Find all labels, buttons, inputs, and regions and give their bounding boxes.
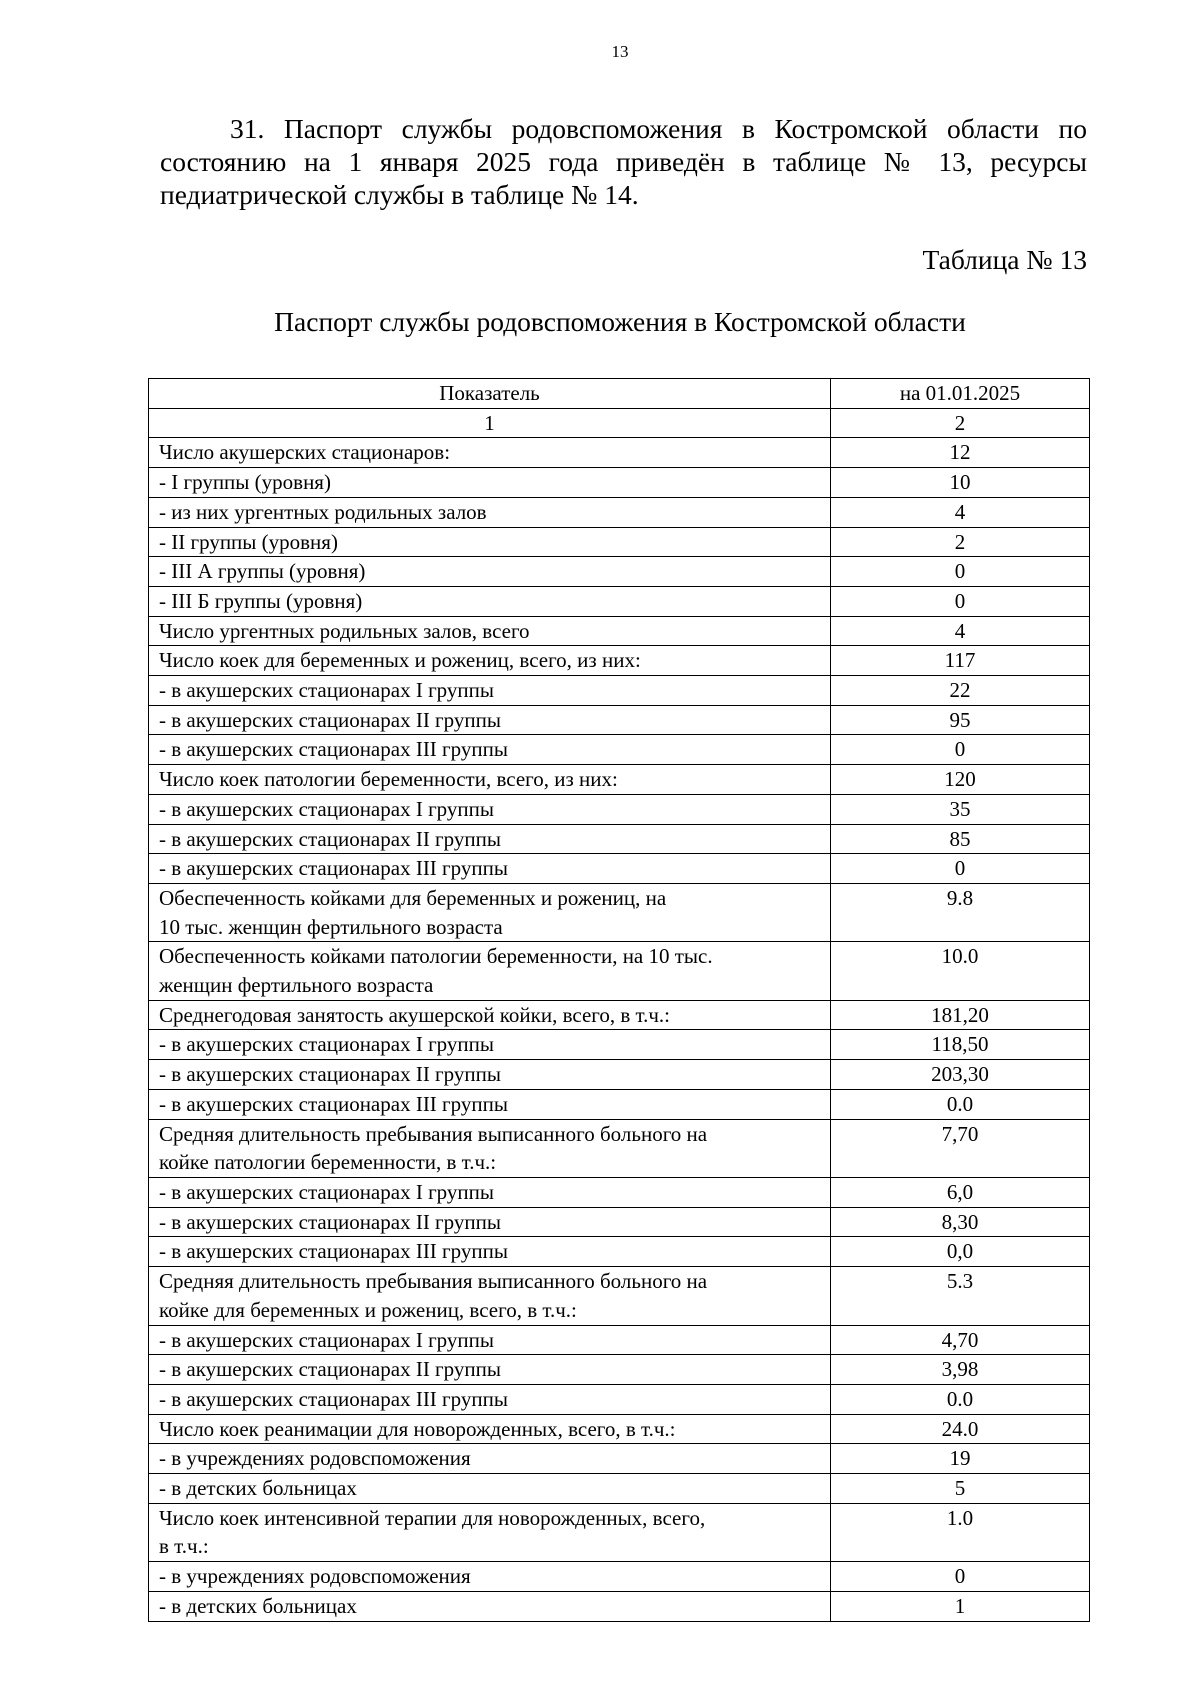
row-label-line: - в детских больницах <box>159 1593 357 1618</box>
row-label-line: Число коек патологии беременности, всего, из них: <box>159 767 618 792</box>
row-label-line: - в акушерских стационарах III группы <box>159 856 508 881</box>
row-label <box>149 468 831 498</box>
row-value: 95 <box>831 705 1090 735</box>
row-label <box>149 1267 831 1325</box>
row-label <box>149 616 831 646</box>
intro-paragraph: 31. Паспорт службы родовспоможения в Костромской области по состоянию на 1 января 2025 года приведён в таблице № 13, ресурсы педиатрической службы в таблице № 14. <box>160 113 1087 210</box>
row-label-line: - в акушерских стационарах III группы <box>159 1386 508 1411</box>
passport-table <box>148 378 1090 1622</box>
row-label <box>149 1325 831 1355</box>
table-row <box>149 1207 1090 1237</box>
row-value: 7,70 <box>831 1119 1090 1177</box>
table-row <box>149 438 1090 468</box>
table-row <box>149 1591 1090 1621</box>
row-label <box>149 854 831 884</box>
table-header-row <box>149 379 1090 409</box>
page-number: 13 <box>611 42 629 61</box>
row-label <box>149 824 831 854</box>
row-label <box>149 586 831 616</box>
row-label-line: - в акушерских стационарах III группы <box>159 737 508 762</box>
row-value: 120 <box>831 765 1090 795</box>
table-row <box>149 705 1090 735</box>
table-row <box>149 794 1090 824</box>
row-label <box>149 1355 831 1385</box>
table-row <box>149 1562 1090 1592</box>
row-label-line: - III Б группы (уровня) <box>159 588 363 613</box>
row-value: 4,70 <box>831 1325 1090 1355</box>
row-label-line: - в акушерских стационарах I группы <box>159 1327 494 1352</box>
table-row <box>149 883 1090 941</box>
row-label <box>149 942 831 1000</box>
row-label <box>149 497 831 527</box>
row-label-line: - II группы (уровня) <box>159 529 338 554</box>
row-label-line: койке патологии беременности, в т.ч.: <box>159 1150 497 1175</box>
row-label <box>149 646 831 676</box>
row-value: 203,30 <box>831 1060 1090 1090</box>
row-label <box>149 527 831 557</box>
row-value: 10.0 <box>831 942 1090 1000</box>
row-value: 0.0 <box>831 1089 1090 1119</box>
table-row <box>149 1325 1090 1355</box>
table-row <box>149 1089 1090 1119</box>
row-value: 1 <box>831 1591 1090 1621</box>
row-label <box>149 1000 831 1030</box>
row-label-line: Число акушерских стационаров: <box>159 440 451 465</box>
row-label <box>149 1119 831 1177</box>
row-label-line: Среднегодовая занятость акушерской койки, всего, в т.ч.: <box>159 1002 671 1027</box>
row-label <box>149 1060 831 1090</box>
row-label-line: Число коек реанимации для новорожденных, всего, в т.ч.: <box>159 1416 676 1441</box>
row-label <box>149 1030 831 1060</box>
row-label <box>149 1207 831 1237</box>
row-label-line: 10 тыс. женщин фертильного возраста <box>159 914 503 939</box>
row-label-line: Средняя длительность пребывания выписанного больного на <box>159 1121 708 1146</box>
row-label <box>149 1591 831 1621</box>
table-row <box>149 1384 1090 1414</box>
row-value: 10 <box>831 468 1090 498</box>
row-value: 4 <box>831 497 1090 527</box>
row-value: 12 <box>831 438 1090 468</box>
table-row <box>149 527 1090 557</box>
table-row <box>149 765 1090 795</box>
row-label-line: - в акушерских стационарах II группы <box>159 707 501 732</box>
row-value: 117 <box>831 646 1090 676</box>
row-label-line: - в учреждениях родовспоможения <box>159 1564 471 1589</box>
column-number-2: 2 <box>831 408 1090 438</box>
row-label-line: - в акушерских стационарах I группы <box>159 1179 494 1204</box>
row-label <box>149 1089 831 1119</box>
row-label-line: Число коек для беременных и рожениц, всего, из них: <box>159 648 641 673</box>
header-date: на 01.01.2025 <box>831 379 1090 409</box>
row-label-line: - в акушерских стационарах III группы <box>159 1239 508 1264</box>
row-label-line: - в акушерских стационарах II группы <box>159 1062 501 1087</box>
row-label-line: Число ургентных родильных залов, всего <box>159 618 530 643</box>
row-label-line: женщин фертильного возраста <box>159 973 434 998</box>
row-label-line: - в акушерских стационарах III группы <box>159 1091 508 1116</box>
table-row <box>149 1177 1090 1207</box>
row-value: 0 <box>831 854 1090 884</box>
row-label-line: Обеспеченность койками патологии беременности, на 10 тыс. <box>159 944 713 969</box>
row-label-line: - в акушерских стационарах I группы <box>159 678 494 703</box>
row-label-line: Обеспеченность койками для беременных и рожениц, на <box>159 885 667 910</box>
table-row <box>149 854 1090 884</box>
row-label-line: - в акушерских стационарах II группы <box>159 1357 501 1382</box>
row-value: 5.3 <box>831 1267 1090 1325</box>
row-label <box>149 1237 831 1267</box>
row-label <box>149 1444 831 1474</box>
row-label-line: - в акушерских стационарах II группы <box>159 1209 501 1234</box>
table-row <box>149 1414 1090 1444</box>
table-row <box>149 1000 1090 1030</box>
row-label <box>149 1503 831 1561</box>
table-row <box>149 586 1090 616</box>
row-label <box>149 1177 831 1207</box>
row-label-line: - в акушерских стационарах II группы <box>159 826 501 851</box>
row-value: 3,98 <box>831 1355 1090 1385</box>
table-row <box>149 468 1090 498</box>
row-label <box>149 438 831 468</box>
row-value: 35 <box>831 794 1090 824</box>
row-value: 1.0 <box>831 1503 1090 1561</box>
table-row <box>149 824 1090 854</box>
table-row <box>149 1444 1090 1474</box>
row-label <box>149 1414 831 1444</box>
table-row <box>149 735 1090 765</box>
row-label-line: койке для беременных и рожениц, всего, в т.ч.: <box>159 1297 577 1322</box>
row-value: 8,30 <box>831 1207 1090 1237</box>
row-label <box>149 883 831 941</box>
row-label-line: - в детских больницах <box>159 1476 357 1501</box>
row-label-line: - из них ургентных родильных залов <box>159 499 487 524</box>
table-row <box>149 1474 1090 1504</box>
row-value: 19 <box>831 1444 1090 1474</box>
row-value: 5 <box>831 1474 1090 1504</box>
table-title: Паспорт службы родовспоможения в Костромской области <box>274 306 966 337</box>
row-value: 0 <box>831 586 1090 616</box>
row-label <box>149 765 831 795</box>
table-row <box>149 1237 1090 1267</box>
row-label-line: Средняя длительность пребывания выписанного больного на <box>159 1269 708 1294</box>
row-value: 0.0 <box>831 1384 1090 1414</box>
row-label <box>149 735 831 765</box>
table-row <box>149 1503 1090 1561</box>
table-number: Таблица № 13 <box>922 244 1087 275</box>
row-value: 118,50 <box>831 1030 1090 1060</box>
row-value: 85 <box>831 824 1090 854</box>
column-number-1: 1 <box>149 408 831 438</box>
row-value: 4 <box>831 616 1090 646</box>
row-value: 2 <box>831 527 1090 557</box>
table-row <box>149 1267 1090 1325</box>
row-value: 22 <box>831 676 1090 706</box>
row-value: 181,20 <box>831 1000 1090 1030</box>
row-label-line: Число коек интенсивной терапии для новорожденных, всего, <box>159 1505 706 1530</box>
row-label-line: - в учреждениях родовспоможения <box>159 1446 471 1471</box>
table-row <box>149 557 1090 587</box>
table-row <box>149 1030 1090 1060</box>
row-value: 0 <box>831 735 1090 765</box>
table-row <box>149 497 1090 527</box>
row-label <box>149 1384 831 1414</box>
row-label-line: - в акушерских стационарах I группы <box>159 796 494 821</box>
row-value: 24.0 <box>831 1414 1090 1444</box>
row-label <box>149 794 831 824</box>
column-number-row <box>149 408 1090 438</box>
table-row <box>149 676 1090 706</box>
table-row <box>149 942 1090 1000</box>
row-label <box>149 1474 831 1504</box>
row-value: 0,0 <box>831 1237 1090 1267</box>
table-row <box>149 1119 1090 1177</box>
row-label-line: в т.ч.: <box>159 1534 209 1559</box>
row-value: 9.8 <box>831 883 1090 941</box>
row-label <box>149 1562 831 1592</box>
row-label <box>149 557 831 587</box>
header-indicator: Показатель <box>149 379 831 409</box>
table-row <box>149 1060 1090 1090</box>
table-row <box>149 1355 1090 1385</box>
row-value: 0 <box>831 1562 1090 1592</box>
row-label-line: - III А группы (уровня) <box>159 559 366 584</box>
row-value: 6,0 <box>831 1177 1090 1207</box>
row-label-line: - I группы (уровня) <box>159 470 331 495</box>
row-label <box>149 705 831 735</box>
row-value: 0 <box>831 557 1090 587</box>
table-row <box>149 616 1090 646</box>
row-label-line: - в акушерских стационарах I группы <box>159 1032 494 1057</box>
table-row <box>149 646 1090 676</box>
row-label <box>149 676 831 706</box>
